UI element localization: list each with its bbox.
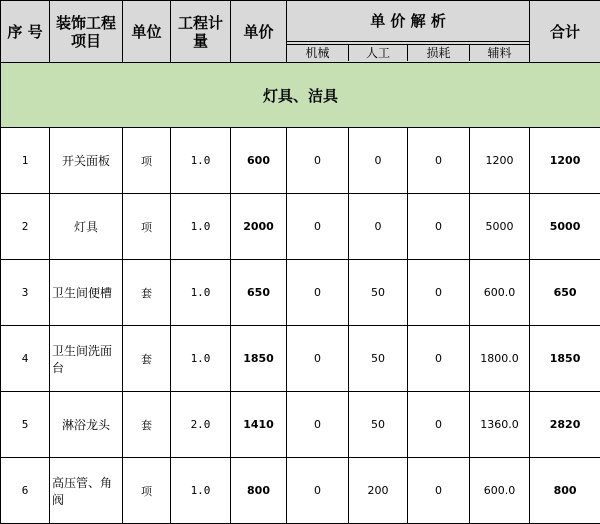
row-labor: 50 [349,392,408,458]
row-aux: 600.0 [470,458,530,524]
row-total: 650 [530,260,600,326]
row-seq: 1 [1,128,50,194]
row-qty: 1.0 [171,458,231,524]
row-item: 开关面板 [50,128,123,194]
row-loss: 0 [408,128,470,194]
row-aux: 1800.0 [470,326,530,392]
row-item: 淋浴龙头 [50,392,123,458]
row-machine: 0 [287,194,349,260]
row-seq: 3 [1,260,50,326]
row-price: 2000 [231,194,287,260]
row-qty: 1.0 [171,128,231,194]
header-loss: 损耗 [407,44,469,61]
row-machine: 0 [287,260,349,326]
row-qty: 1.0 [171,260,231,326]
header-aux: 辅料 [469,44,529,61]
header-unit: 单位 [123,1,171,63]
table-row [1,458,600,524]
header-machine: 机械 [287,44,348,61]
row-price: 650 [231,260,287,326]
row-seq: 4 [1,326,50,392]
row-machine: 0 [287,128,349,194]
header-seq: 序 号 [1,1,50,63]
row-qty: 2.0 [171,392,231,458]
table-row [1,194,600,260]
row-unit: 项 [123,128,171,194]
row-item: 高压管、角阀 [50,458,123,524]
row-loss: 0 [408,194,470,260]
row-seq: 2 [1,194,50,260]
row-price: 1850 [231,326,287,392]
row-unit: 项 [123,194,171,260]
table-row [1,260,600,326]
row-unit: 套 [123,260,171,326]
row-seq: 6 [1,458,50,524]
row-qty: 1.0 [171,326,231,392]
row-seq: 5 [1,392,50,458]
row-unit: 项 [123,458,171,524]
table-row [1,326,600,392]
row-labor: 0 [349,128,408,194]
analysis-subheader [287,42,530,63]
header-item: 装饰工程项目 [50,1,123,63]
row-total: 800 [530,458,600,524]
table-row [1,392,600,458]
row-total: 1850 [530,326,600,392]
row-total: 5000 [530,194,600,260]
row-total: 2820 [530,392,600,458]
row-aux: 1200 [470,128,530,194]
row-loss: 0 [408,458,470,524]
row-aux: 1360.0 [470,392,530,458]
row-unit: 套 [123,392,171,458]
row-qty: 1.0 [171,194,231,260]
row-price: 1410 [231,392,287,458]
header-price: 单价 [231,1,287,63]
row-item: 卫生间洗面台 [50,326,123,392]
row-item: 卫生间便槽 [50,260,123,326]
row-machine: 0 [287,326,349,392]
section-title: 灯具、洁具 [1,63,600,128]
row-labor: 0 [349,194,408,260]
row-machine: 0 [287,458,349,524]
row-labor: 50 [349,260,408,326]
header-labor: 人工 [348,44,407,61]
row-item: 灯具 [50,194,123,260]
row-loss: 0 [408,392,470,458]
row-price: 600 [231,128,287,194]
row-loss: 0 [408,260,470,326]
row-aux: 600.0 [470,260,530,326]
row-price: 800 [231,458,287,524]
row-machine: 0 [287,392,349,458]
header-analysis: 单 价 解 析 [287,1,530,42]
row-aux: 5000 [470,194,530,260]
row-labor: 50 [349,326,408,392]
row-unit: 套 [123,326,171,392]
table-row [1,128,600,194]
row-loss: 0 [408,326,470,392]
row-labor: 200 [349,458,408,524]
header-total: 合计 [530,1,600,63]
header-qty: 工程计量 [171,1,231,63]
row-total: 1200 [530,128,600,194]
